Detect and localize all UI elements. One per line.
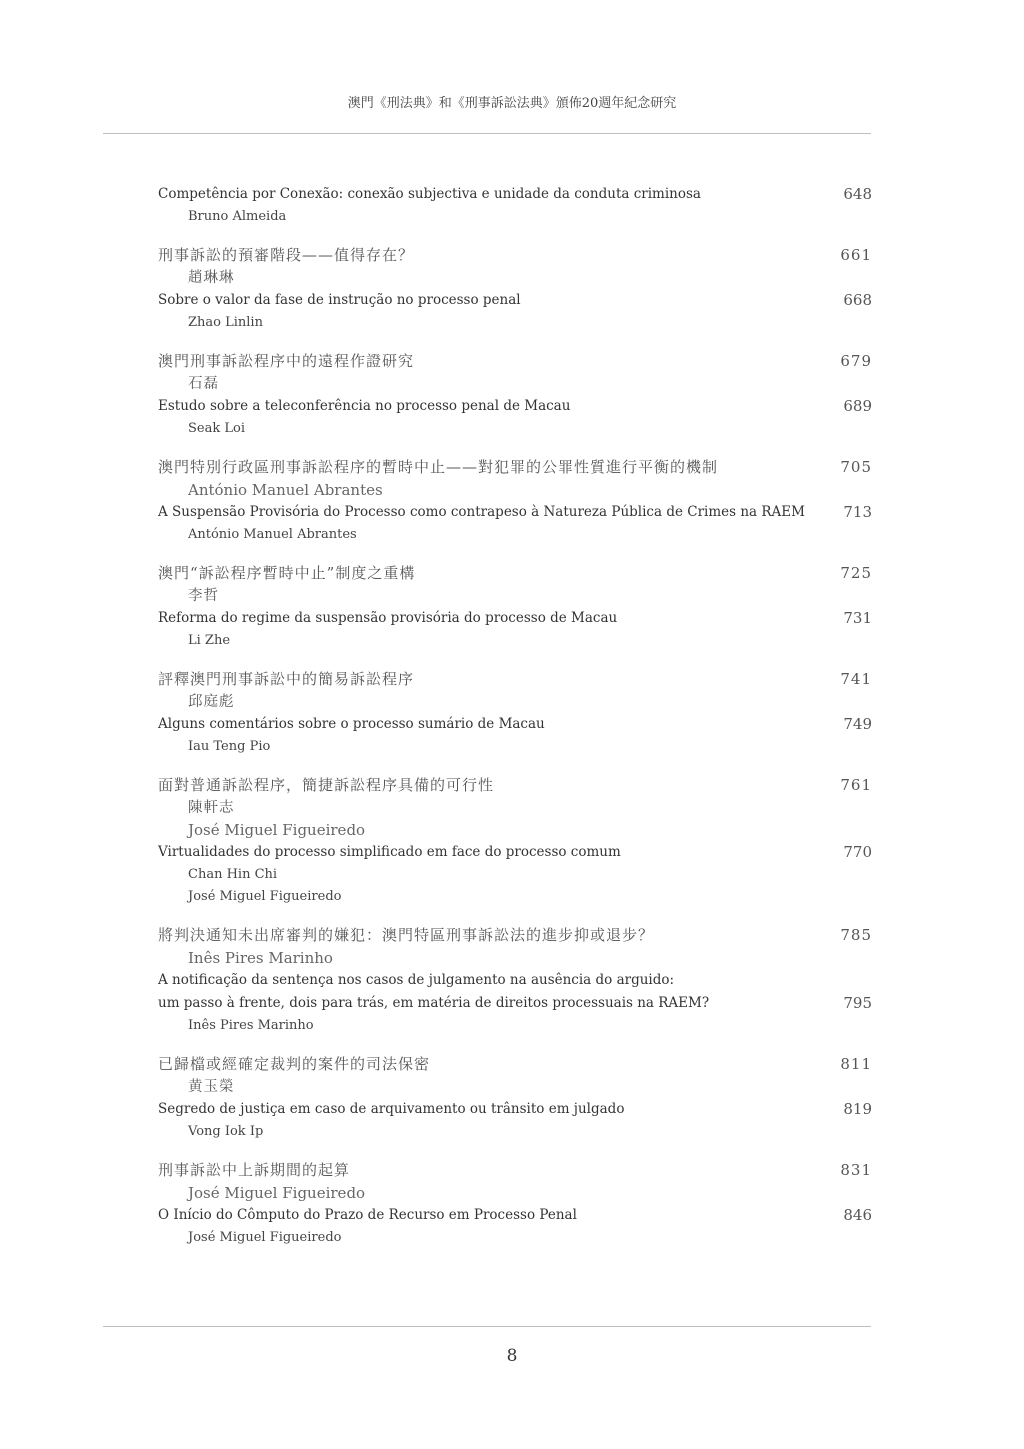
toc-author (158, 1121, 872, 1143)
toc-author-name: António Manuel Abrantes (188, 481, 383, 499)
toc-title-text: 已歸檔或經確定裁判的案件的司法保密 (158, 1055, 431, 1073)
toc-entry (158, 1053, 872, 1143)
toc-entry (158, 668, 872, 758)
toc-title-text: 評釋澳門刑事訴訟中的簡易訴訟程序 (158, 670, 415, 688)
toc-title-text: Sobre o valor da fase de instrução no processo penal (158, 292, 521, 308)
toc-title[interactable] (158, 1098, 872, 1121)
toc-title-text: 刑事訴訟的預審階段——值得存在？ (158, 246, 415, 264)
running-header: 澳門《刑法典》和《刑事訴訟法典》頒佈20週年紀念研究 (347, 96, 677, 111)
toc-author (158, 797, 872, 819)
toc-author (158, 886, 872, 908)
header-divider (103, 133, 871, 134)
toc-page-number: 668 (843, 291, 872, 309)
toc-title[interactable] (158, 244, 872, 267)
toc-entry (158, 774, 872, 908)
footer-divider (103, 1326, 871, 1327)
toc-page-number: 713 (843, 503, 872, 521)
toc-author (158, 630, 872, 652)
toc-author-name: Bruno Almeida (188, 209, 287, 224)
toc-author-name: José Miguel Figueiredo (188, 821, 366, 839)
toc-entry (158, 456, 872, 546)
table-of-contents (158, 183, 872, 1265)
toc-author-name: Li Zhe (188, 633, 231, 648)
toc-author-name: 趙琳琳 (188, 270, 235, 286)
toc-author-name: Zhao Linlin (188, 315, 263, 330)
toc-title-text: A notificação da sentença nos casos de julgamento na ausência do arguido: (158, 972, 675, 988)
toc-title[interactable] (158, 992, 872, 1015)
toc-title[interactable] (158, 668, 872, 691)
toc-page-number: 795 (843, 994, 872, 1012)
toc-page-number: 661 (840, 246, 872, 264)
toc-title-text: O Início do Cômputo do Prazo de Recurso em Processo Penal (158, 1207, 577, 1223)
toc-page-number: 689 (843, 397, 872, 415)
toc-page-number: 785 (840, 926, 872, 944)
toc-title[interactable] (158, 607, 872, 630)
toc-author (158, 479, 872, 501)
toc-title-text: 將判決通知未出席審判的嫌犯：澳門特區刑事訴訟法的進步抑或退步？ (158, 926, 655, 944)
toc-title-text: 面對普通訴訟程序，簡捷訴訟程序具備的可行性 (158, 776, 495, 794)
toc-title[interactable] (158, 183, 872, 206)
toc-page-number: 679 (840, 352, 872, 370)
toc-entry (158, 350, 872, 440)
toc-entry (158, 924, 872, 1037)
toc-title[interactable] (158, 774, 872, 797)
toc-author (158, 1015, 872, 1037)
toc-author (158, 206, 872, 228)
toc-author (158, 312, 872, 334)
toc-page-number: 741 (840, 670, 872, 688)
toc-entry (158, 183, 872, 228)
toc-author-name: 黄玉榮 (188, 1079, 235, 1095)
toc-entry (158, 562, 872, 652)
toc-title-text: um passo à frente, dois para trás, em matéria de direitos processuais na RAEM? (158, 995, 710, 1011)
toc-title-text: A Suspensão Provisória do Processo como contrapeso à Natureza Pública de Crimes na RAEM (158, 504, 805, 520)
toc-page-number: 725 (840, 564, 872, 582)
toc-entry (158, 1159, 872, 1249)
toc-title[interactable] (158, 501, 872, 524)
toc-page-number: 749 (843, 715, 872, 733)
page-number: 8 (506, 1346, 518, 1366)
toc-title[interactable] (158, 395, 872, 418)
toc-title-text: Competência por Conexão: conexão subjectiva e unidade da conduta criminosa (158, 186, 701, 202)
toc-title-text: Reforma do regime da suspensão provisória do processo de Macau (158, 610, 618, 626)
toc-author (158, 819, 872, 841)
toc-author-name: Seak Loi (188, 421, 245, 436)
toc-page-number: 731 (843, 609, 872, 627)
toc-author-name: José Miguel Figueiredo (188, 889, 342, 904)
toc-author-name: Inês Pires Marinho (188, 949, 333, 967)
toc-author-name: 陳軒志 (188, 800, 235, 816)
toc-author (158, 1227, 872, 1249)
toc-author (158, 1076, 872, 1098)
toc-author-name: 邱庭彪 (188, 694, 235, 710)
toc-page-number: 761 (840, 776, 872, 794)
toc-title-text: 刑事訴訟中上訴期間的起算 (158, 1161, 351, 1179)
toc-title[interactable] (158, 562, 872, 585)
toc-author (158, 373, 872, 395)
toc-title[interactable] (158, 969, 872, 992)
toc-title-text: Virtualidades do processo simplificado em face do processo comum (158, 844, 621, 860)
toc-author (158, 736, 872, 758)
toc-title-text: Estudo sobre a teleconferência no processo penal de Macau (158, 398, 571, 414)
toc-author-name: Chan Hin Chi (188, 867, 278, 882)
toc-page-number: 819 (843, 1100, 872, 1118)
toc-title-text: 澳門“訴訟程序暫時中止”制度之重構 (158, 564, 416, 582)
toc-author (158, 418, 872, 440)
toc-title-text: 澳門刑事訴訟程序中的遠程作證研究 (158, 352, 415, 370)
toc-author-name: 李哲 (188, 588, 219, 604)
toc-author (158, 1182, 872, 1204)
toc-title[interactable] (158, 841, 872, 864)
toc-page-number: 648 (843, 185, 872, 203)
toc-author (158, 267, 872, 289)
toc-page-number: 770 (843, 843, 872, 861)
toc-entry (158, 244, 872, 334)
toc-author-name: Inês Pires Marinho (188, 1018, 314, 1033)
toc-title[interactable] (158, 350, 872, 373)
toc-page-number: 705 (840, 458, 872, 476)
toc-author-name: António Manuel Abrantes (188, 527, 357, 542)
toc-title[interactable] (158, 456, 872, 479)
toc-author (158, 864, 872, 886)
toc-title[interactable] (158, 1204, 872, 1227)
toc-title-text: 澳門特別行政區刑事訴訟程序的暫時中止——對犯罪的公罪性質進行平衡的機制 (158, 458, 719, 476)
toc-author (158, 691, 872, 713)
toc-author-name: José Miguel Figueiredo (188, 1184, 366, 1202)
toc-title-text: Alguns comentários sobre o processo sumário de Macau (158, 716, 545, 732)
toc-title[interactable] (158, 1053, 872, 1076)
toc-title[interactable] (158, 713, 872, 736)
toc-author-name: 石磊 (188, 376, 219, 392)
toc-page-number: 811 (840, 1055, 872, 1073)
toc-author-name: José Miguel Figueiredo (188, 1230, 342, 1245)
toc-author (158, 524, 872, 546)
toc-title[interactable] (158, 924, 872, 947)
toc-author-name: Iau Teng Pio (188, 739, 271, 754)
toc-page-number: 846 (843, 1206, 872, 1224)
toc-author (158, 947, 872, 969)
toc-title[interactable] (158, 1159, 872, 1182)
toc-title-text: Segredo de justiça em caso de arquivamento ou trânsito em julgado (158, 1101, 625, 1117)
toc-author (158, 585, 872, 607)
toc-page-number: 831 (840, 1161, 872, 1179)
toc-title[interactable] (158, 289, 872, 312)
toc-author-name: Vong Iok Ip (188, 1124, 264, 1139)
